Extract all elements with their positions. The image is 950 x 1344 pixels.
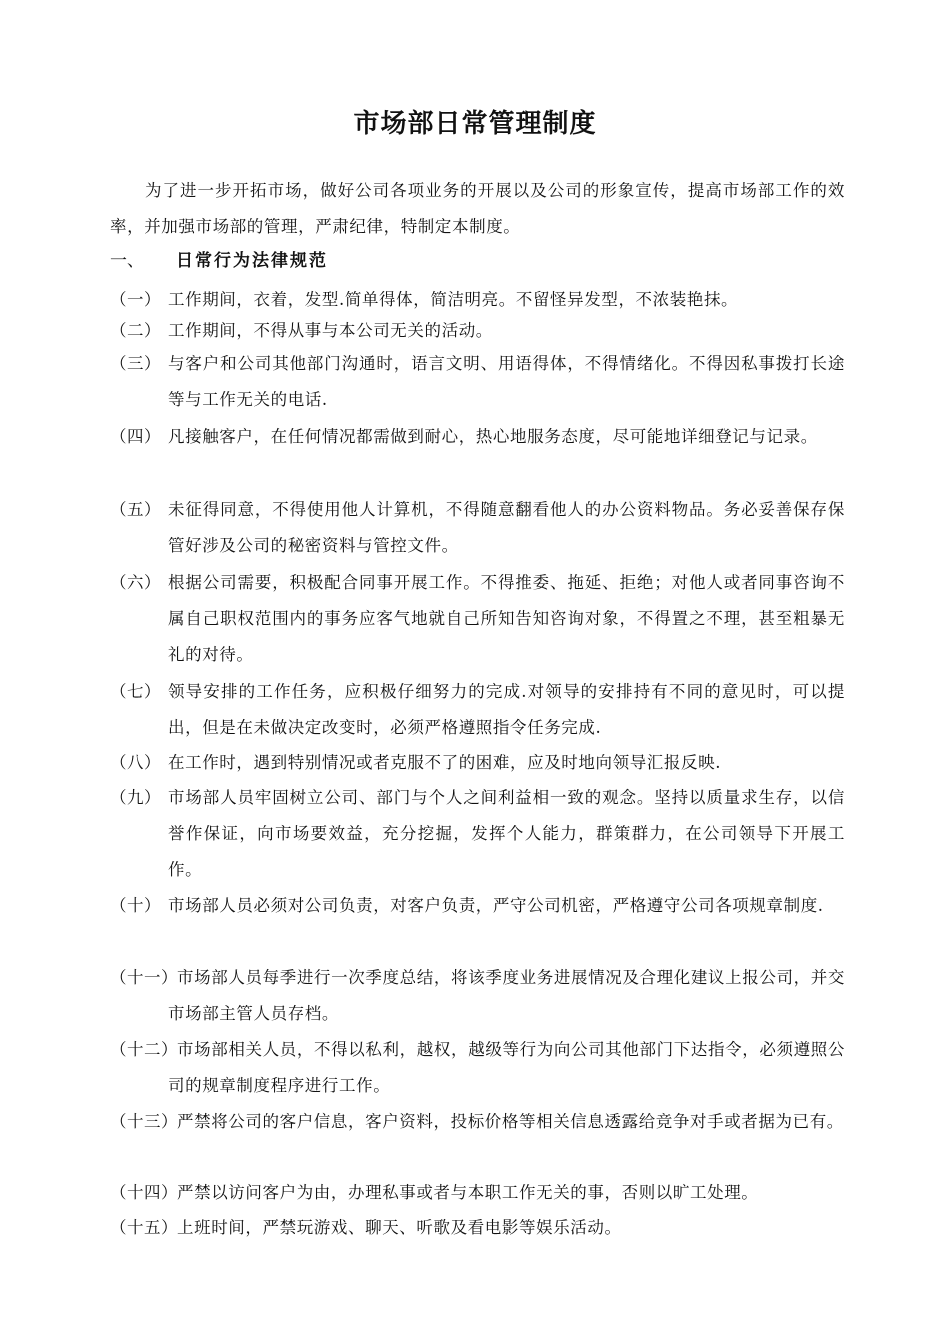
rule-item-10 xyxy=(110,888,845,924)
rule-label: （四） xyxy=(110,427,161,446)
rule-label: （十四） xyxy=(110,1183,178,1202)
rule-label: （九） xyxy=(110,788,161,807)
rule-text: 市场部相关人员，不得以私利，越权，越级等行为向公司其他部门下达指令，必须遵照公司的规章制度程序进行工作。 xyxy=(168,1040,845,1095)
rule-item-4 xyxy=(110,419,845,455)
rule-label: （十） xyxy=(110,896,161,915)
rule-text: 市场部人员必须对公司负责，对客户负责，严守公司机密，严格遵守公司各项规章制度. xyxy=(168,896,824,915)
rule-label: （十二） xyxy=(110,1040,178,1059)
rule-text: 市场部人员每季进行一次季度总结，将该季度业务进展情况及合理化建议上报公司，并交市场部主管人员存档。 xyxy=(168,968,845,1023)
rule-text: 严禁以访问客户为由，办理私事或者与本职工作无关的事，否则以旷工处理。 xyxy=(177,1183,759,1202)
rule-item-11 xyxy=(110,960,845,1032)
rule-item-2 xyxy=(110,313,845,349)
section-number: 一、 xyxy=(110,251,144,271)
rule-text: 上班时间，严禁玩游戏、聊天、听歌及看电影等娱乐活动。 xyxy=(177,1218,622,1237)
rule-label: （十五） xyxy=(110,1218,178,1237)
rule-text: 工作期间，不得从事与本公司无关的活动。 xyxy=(168,321,493,340)
rule-item-6 xyxy=(110,565,845,673)
rule-text: 在工作时，遇到特别情况或者克服不了的困难，应及时地向领导汇报反映. xyxy=(168,753,722,772)
rule-text: 根据公司需要，积极配合同事开展工作。不得推委、拖延、拒绝；对他人或者同事咨询不属自己职权范围内的事务应客气地就自己所知告知咨询对象，不得置之不理，甚至粗暴无礼的对待。 xyxy=(168,573,845,664)
rule-text: 领导安排的工作任务，应积极仔细努力的完成.对领导的安排持有不同的意见时，可以提出，但是在未做决定改变时，必须严格遵照指令任务完成. xyxy=(168,682,845,737)
rule-text: 工作期间，衣着，发型.简单得体，简洁明亮。不留怪异发型，不浓装艳抹。 xyxy=(168,290,739,309)
rule-label: （五） xyxy=(110,500,161,519)
rule-item-5 xyxy=(110,492,845,564)
rule-item-14 xyxy=(110,1175,845,1211)
rule-label: （三） xyxy=(110,354,161,373)
rule-item-7 xyxy=(110,674,845,746)
rule-item-3 xyxy=(110,346,845,418)
rule-item-9 xyxy=(110,780,845,888)
rule-label: （二） xyxy=(110,321,161,340)
rule-text: 严禁将公司的客户信息，客户资料，投标价格等相关信息透露给竞争对手或者据为已有。 xyxy=(177,1112,844,1131)
rule-text: 凡接触客户，在任何情况都需做到耐心，热心地服务态度，尽可能地详细登记与记录。 xyxy=(168,427,818,446)
rule-label: （六） xyxy=(110,573,161,592)
rule-label: （十三） xyxy=(110,1112,178,1131)
section-title: 日常行为法律规范 xyxy=(176,251,328,271)
rule-item-8 xyxy=(110,745,845,781)
rule-text: 市场部人员牢固树立公司、部门与个人之间利益相一致的观念。坚持以质量求生存，以信誉作保证，向市场要效益，充分挖掘，发挥个人能力，群策群力，在公司领导下开展工作。 xyxy=(168,788,845,879)
document-title: 市场部日常管理制度 xyxy=(353,109,597,139)
rule-label: （七） xyxy=(110,682,161,701)
rule-label: （一） xyxy=(110,290,161,309)
section-heading xyxy=(110,243,845,279)
rule-item-12 xyxy=(110,1032,845,1104)
rule-item-13 xyxy=(110,1104,845,1140)
rule-text: 未征得同意，不得使用他人计算机，不得随意翻看他人的办公资料物品。务必妥善保存保管好涉及公司的秘密资料与管控文件。 xyxy=(168,500,845,555)
rule-label: （八） xyxy=(110,753,161,772)
rule-text: 与客户和公司其他部门沟通时，语言文明、用语得体，不得情绪化。不得因私事拨打长途等与工作无关的电话. xyxy=(168,354,845,409)
rule-label: （十一） xyxy=(110,968,178,987)
rule-item-15 xyxy=(110,1210,845,1246)
intro-paragraph: 为了进一步开拓市场，做好公司各项业务的开展以及公司的形象宣传，提高市场部工作的效率，并加强市场部的管理，严肃纪律，特制定本制度。 xyxy=(110,181,845,236)
